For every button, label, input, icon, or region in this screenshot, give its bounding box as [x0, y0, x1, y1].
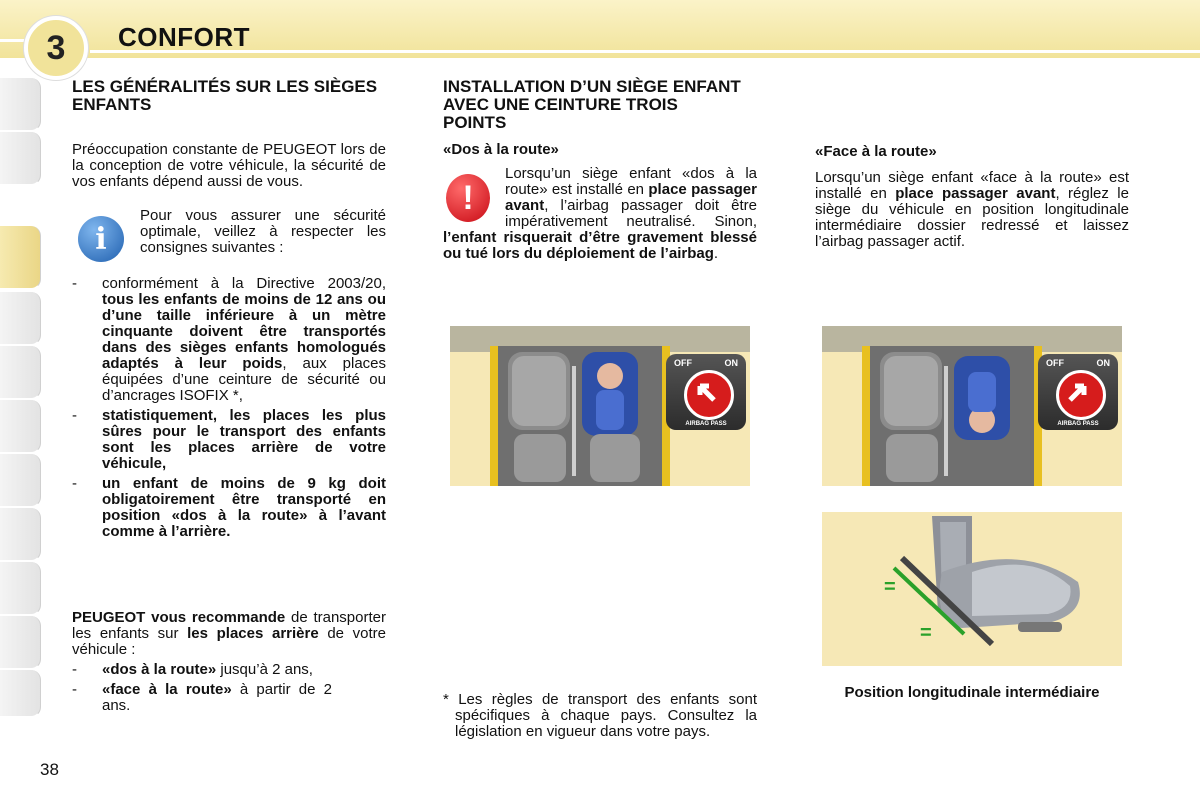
left-intro: Préoccupation constante de PEUGEOT lors de la conception de votre véhicule, la sécurité de vos enfants dépend aussi de vous. [72, 141, 386, 190]
equal-mark: = [920, 622, 932, 644]
recommendation [72, 610, 386, 714]
chapter-tab[interactable] [0, 400, 41, 453]
forward-facing-text: Lorsqu’un siège enfant «face à la route» est installé en place passager avant, réglez le siège du véhicule en position longitudinale intermédiaire dossier redressé et laissez l’airbag passager actif. [815, 169, 1129, 250]
recommendation-item: - «face à la route» à partir de 2 ans. [72, 682, 332, 714]
recommendation-text: PEUGEOT vous recommande de transporter les enfants sur les places arrière de votre véhicule : [72, 609, 387, 658]
recommendation-list [72, 662, 386, 714]
airbag-on-label: ON [724, 358, 738, 368]
info-text: Pour vous assurer une sécurité optimale, veillez à respecter les consignes suivantes : [140, 207, 386, 256]
seat-side-view [822, 512, 1122, 666]
rule-item: - statistiquement, les places les plus sûres pour le transport des enfants sont les places arrière de votre véhicule, [72, 408, 386, 472]
chapter-tab[interactable] [0, 616, 41, 669]
info-icon: i [78, 216, 124, 262]
chapter-tab[interactable] [0, 454, 41, 507]
forward-facing-illustration [822, 326, 1122, 486]
chapter-tabs [0, 78, 42, 718]
left-rules [72, 276, 386, 540]
airbag-panel-caption: AIRBAG PASS [1057, 421, 1099, 427]
airbag-off-label: OFF [674, 358, 692, 368]
airbag-panel-caption: AIRBAG PASS [685, 421, 727, 427]
airbag-switch-icon [1056, 370, 1106, 420]
page-number: 38 [40, 760, 59, 779]
warning-text: Lorsqu’un siège enfant «dos à la route» est installé en place passager avant, l’airbag passager doit être impérativement neutralisé. Sinon, l’enfant risquerait d’être gravement blessé ou tué lors du déploiement de l’airbag. [443, 165, 757, 262]
footnote-text: * Les règles de transport des enfants sont spécifiques à chaque pays. Consultez la législation en vigueur dans votre pays. [443, 691, 757, 740]
rule-item: - un enfant de moins de 9 kg doit obligatoirement être transporté en position «dos à la route» à l’avant comme à l’arrière. [72, 476, 386, 540]
chapter-number-badge [24, 16, 88, 80]
chapter-number: 3 [46, 28, 66, 67]
left-column [72, 78, 386, 190]
airbag-on-label: ON [1096, 358, 1110, 368]
airbag-switch-panel [666, 354, 746, 430]
rules-list [72, 276, 386, 540]
airbag-off-label: OFF [1046, 358, 1064, 368]
airbag-switch-icon [684, 370, 734, 420]
seat-caption-text: Position longitudinale intermédiaire [844, 684, 1100, 701]
warning-text-block [443, 166, 757, 262]
chapter-tab[interactable] [0, 346, 41, 399]
chapter-title: CONFORT [118, 22, 251, 52]
left-section-title: LES GÉNÉRALITÉS SUR LES SIÈGES ENFANTS [72, 77, 378, 114]
exclamation-icon: ! [446, 174, 490, 222]
chapter-tab[interactable] [0, 78, 41, 131]
chapter-tab[interactable] [0, 562, 41, 615]
footnote [443, 692, 757, 740]
right-column [815, 144, 1129, 250]
equal-mark: = [884, 576, 896, 598]
airbag-switch-panel [1038, 354, 1118, 430]
chapter-tab[interactable] [0, 508, 41, 561]
chapter-tab[interactable] [0, 132, 41, 185]
info-note [140, 208, 386, 256]
rear-facing-illustration [450, 326, 750, 486]
rule-item: - conformément à la Directive 2003/20, tous les enfants de moins de 12 ans ou d’une taille inférieure à un mètre cinquante doivent être transportés dans des sièges enfants homologués adaptés à leur poids, aux places équipées d’une ceinture de sécurité ou d’ancrages ISOFIX *, [72, 276, 386, 404]
seat-position-illustration [822, 512, 1122, 666]
recommendation-item: - «dos à la route» jusqu’à 2 ans, [72, 662, 386, 678]
middle-section-title: INSTALLATION D’UN SIÈGE ENFANT AVEC UNE CEINTURE TROIS POINTS [443, 77, 741, 132]
chapter-tab[interactable] [0, 670, 41, 717]
chapter-tab[interactable] [0, 292, 41, 345]
seat-caption [822, 685, 1122, 701]
header-divider [90, 50, 1200, 53]
chapter-tab-active[interactable] [0, 226, 41, 289]
forward-facing-subtitle: «Face à la route» [815, 143, 937, 160]
rear-facing-subtitle: «Dos à la route» [443, 141, 559, 158]
middle-header [443, 78, 743, 158]
